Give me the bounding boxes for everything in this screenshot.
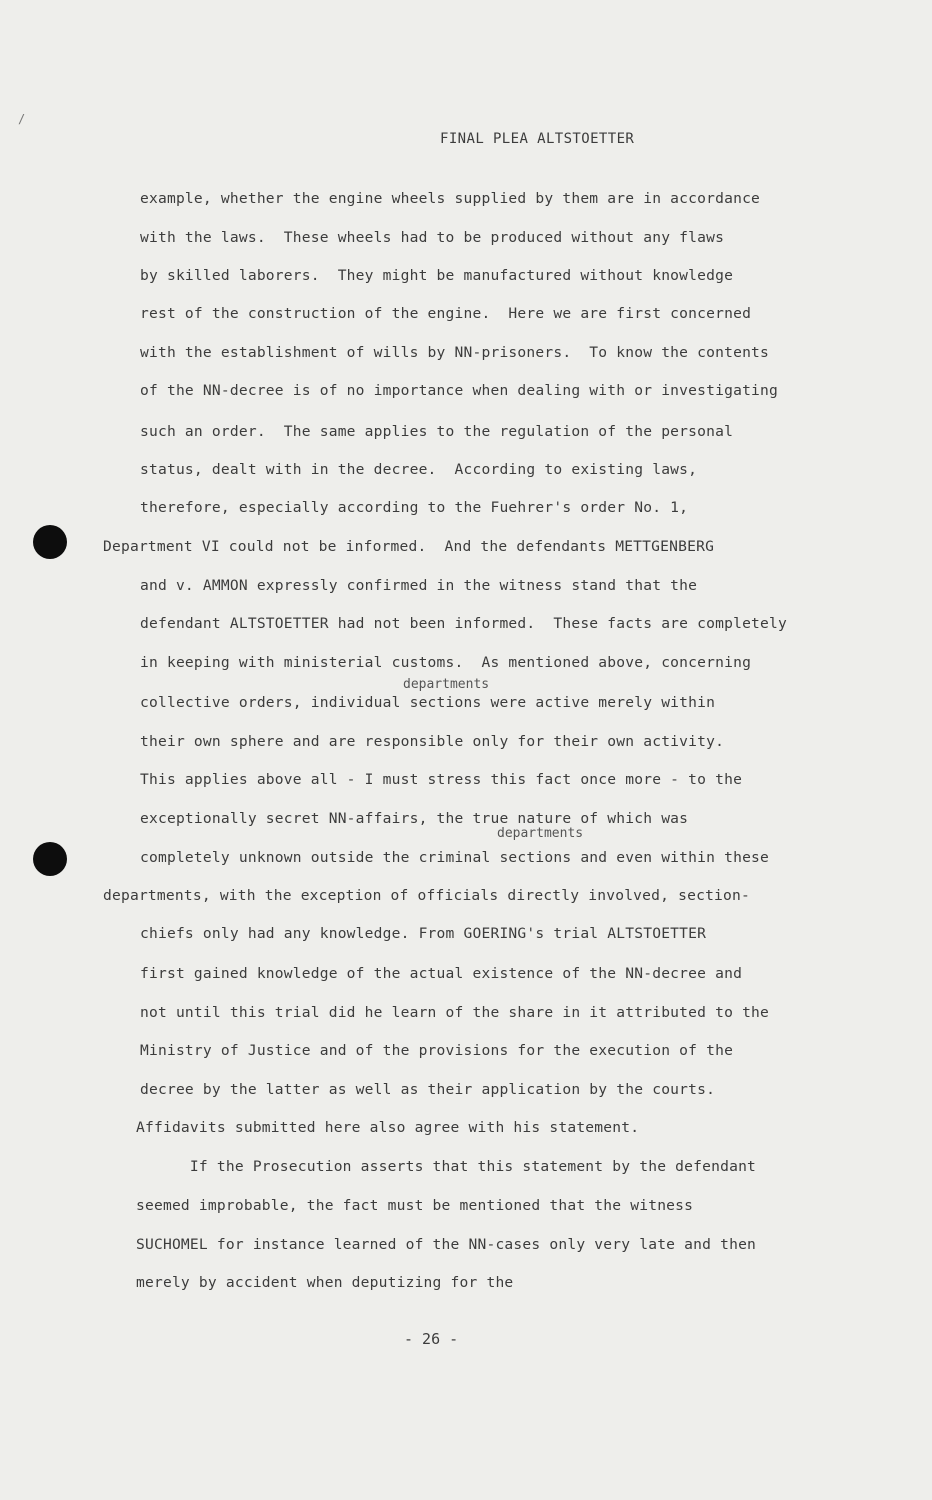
text-line: such an order. The same applies to the regulation of the personal [140, 423, 734, 440]
text-line: merely by accident when deputizing for the [136, 1274, 514, 1291]
text-line: example, whether the engine wheels supplied by them are in accordance [140, 190, 761, 207]
text-line: Ministry of Justice and of the provisions for the execution of the [140, 1042, 734, 1059]
page-header: FINAL PLEA ALTSTOETTER [440, 131, 635, 147]
interlinear-correction: departments [497, 826, 584, 841]
text-line: collective orders, individual sections were active merely within [140, 694, 716, 711]
text-line: Department VI could not be informed. And the defendants METTGENBERG [103, 538, 715, 555]
text-line: chiefs only had any knowledge. From GOERING's trial ALTSTOETTER [140, 925, 707, 942]
text-line: of the NN-decree is of no importance when dealing with or investigating [140, 382, 779, 399]
text-line: status, dealt with in the decree. According to existing laws, [140, 461, 698, 478]
text-line: rest of the construction of the engine. Here we are first concerned [140, 305, 752, 322]
text-line: SUCHOMEL for instance learned of the NN-cases only very late and then [136, 1236, 757, 1253]
text-line: Affidavits submitted here also agree with his statement. [136, 1119, 640, 1136]
text-line: with the laws. These wheels had to be produced without any flaws [140, 229, 725, 246]
text-line: completely unknown outside the criminal sections and even within these [140, 849, 770, 866]
punch-hole [33, 525, 67, 559]
text-line: not until this trial did he learn of the share in it attributed to the [140, 1004, 770, 1021]
punch-hole [33, 842, 67, 876]
text-line: their own sphere and are responsible only for their own activity. [140, 733, 725, 750]
text-line: and v. AMMON expressly confirmed in the witness stand that the [140, 577, 698, 594]
margin-mark: / [18, 112, 26, 126]
text-line: seemed improbable, the fact must be mentioned that the witness [136, 1197, 694, 1214]
text-line: by skilled laborers. They might be manufactured without knowledge [140, 267, 734, 284]
text-line: exceptionally secret NN-affairs, the true nature of which was [140, 810, 689, 827]
interlinear-correction: departments [403, 677, 490, 692]
text-line: first gained knowledge of the actual existence of the NN-decree and [140, 965, 743, 982]
text-line: If the Prosecution asserts that this statement by the defendant [136, 1158, 757, 1175]
text-line: therefore, especially according to the Fuehrer's order No. 1, [140, 499, 689, 516]
text-line: with the establishment of wills by NN-prisoners. To know the contents [140, 344, 770, 361]
text-line: This applies above all - I must stress this fact once more - to the [140, 771, 743, 788]
page-number: - 26 - [404, 1330, 459, 1348]
text-line: defendant ALTSTOETTER had not been informed. These facts are completely [140, 615, 788, 632]
text-line: departments, with the exception of officials directly involved, section- [103, 887, 751, 904]
text-line: decree by the latter as well as their application by the courts. [140, 1081, 716, 1098]
text-line: in keeping with ministerial customs. As mentioned above, concerning [140, 654, 752, 671]
